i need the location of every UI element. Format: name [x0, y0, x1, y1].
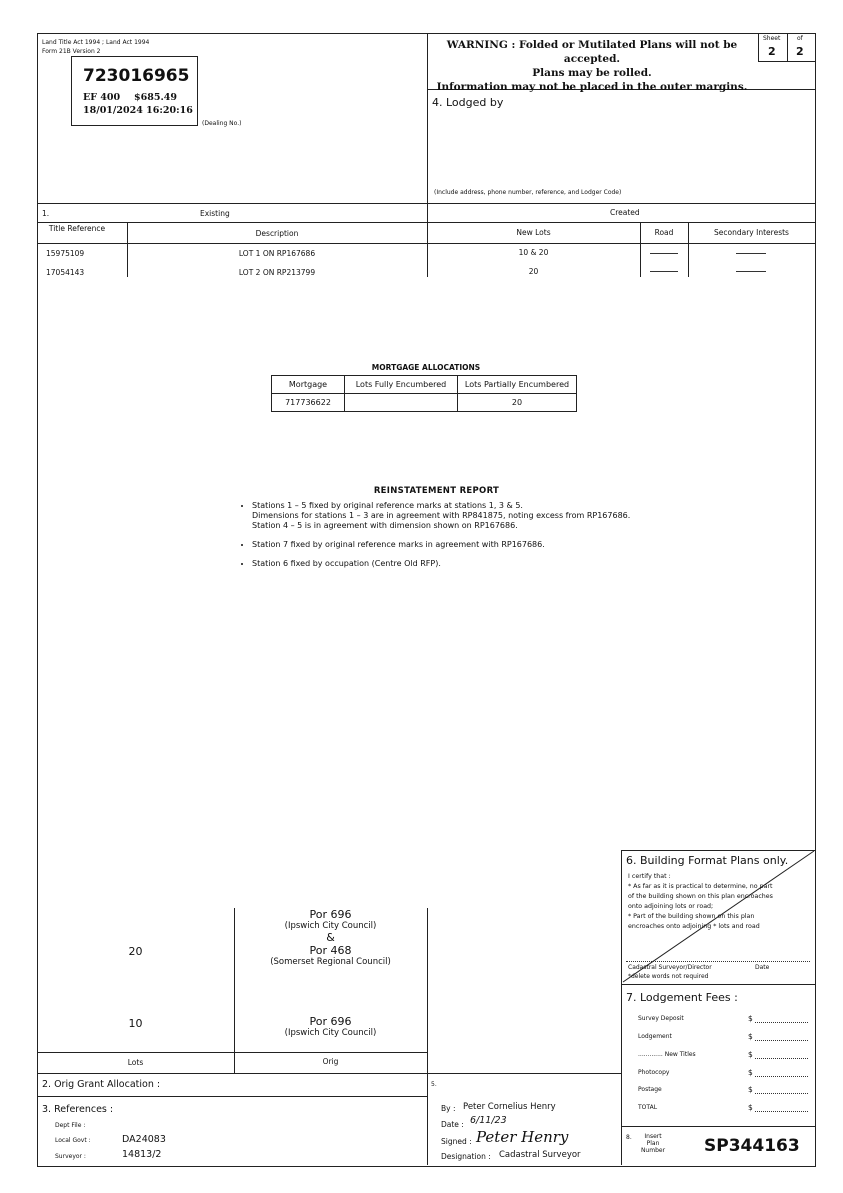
dealing-stamp	[71, 56, 198, 126]
lodged-by-label: 4. Lodged by	[432, 96, 504, 109]
sheet-total: 2	[796, 45, 804, 58]
fee-amount: $685.49	[134, 92, 177, 103]
col-new-lots: New Lots	[516, 228, 551, 237]
orig-portion: Por 696 (Ipswich City Council)	[284, 1015, 377, 1038]
orig-portion: Por 696 (Ipswich City Council) & Por 468 (Somerset Regional Council)	[270, 908, 391, 967]
local-govt-ref: DA24083	[122, 1134, 166, 1145]
reinstatement-list: • Stations 1 – 5 fixed by original reference marks at stations 1, 3 & 5. Dimensions for stations 1 – 3 are in agreement with RP841875, noting excess from RP167686. Station 4 – 5 is in agreement with dimension shown on RP167686. • Station 7 fixed by original reference marks in agreement with RP167686. • Station 6 fixed by occupation (Centre Old RFP).	[238, 501, 758, 578]
created-label: Created	[610, 208, 640, 217]
signature: Peter Henry	[476, 1128, 569, 1146]
reinstatement-title: REINSTATEMENT REPORT	[373, 486, 500, 496]
designation: Cadastral Surveyor	[499, 1150, 581, 1160]
plan-number-label: Insert Plan Number	[640, 1133, 666, 1154]
warning-text: WARNING : Folded or Mutilated Plans will not be accepted. Plans may be rolled. Information may not be placed in the outer margins.	[436, 39, 748, 93]
sheet-number: 2	[768, 45, 776, 58]
survey-date: 6/11/23	[470, 1115, 507, 1126]
fee-code: EF 400	[83, 92, 121, 103]
mortgage-table: Mortgage Lots Fully Encumbered Lots Partially Encumbered 717736622 20	[271, 375, 577, 412]
mortgage-title: MORTGAGE ALLOCATIONS	[371, 363, 481, 372]
act-label: Land Title Act 1994 ; Land Act 1994	[42, 39, 150, 46]
surveyor-ref: 14813/2	[122, 1149, 162, 1160]
dealing-number: 723016965	[83, 66, 190, 86]
mortgage-number: 717736622	[272, 394, 345, 412]
orig-label: Orig	[322, 1057, 339, 1066]
references-heading: 3. References :	[42, 1104, 114, 1115]
lots-label: Lots	[127, 1058, 144, 1067]
existing-label: Existing	[200, 209, 230, 218]
lodged-note: (Include address, phone number, reference, and Lodger Code)	[434, 189, 622, 196]
stamp-datetime: 18/01/2024 16:20:16	[83, 105, 193, 116]
orig-grant-allocation: 2. Orig Grant Allocation :	[42, 1079, 161, 1090]
surveyor-name: Peter Cornelius Henry	[463, 1102, 556, 1112]
lot-number: 20	[128, 945, 143, 958]
dealing-label: (Dealing No.)	[202, 120, 242, 127]
lot-number: 10	[128, 1017, 143, 1030]
col-road: Road	[654, 228, 674, 237]
col-secondary-interests: Secondary Interests	[714, 228, 789, 237]
col-title-reference: Title Reference	[48, 224, 106, 233]
building-format-title: 6. Building Format Plans only.	[626, 854, 789, 867]
lodgement-fees-title: 7. Lodgement Fees :	[626, 991, 738, 1004]
building-certify: I certify that : * As far as it is practical to determine, no part of the building shown on this plan encroaches onto adjoining lots or road; * Part of the building shown on this plan encroaches onto adjoining * lots and road	[628, 873, 773, 930]
sheet-box: Sheet 2 of 2	[758, 33, 815, 62]
col-description: Description	[255, 229, 299, 238]
plan-number: SP344163	[704, 1136, 800, 1156]
form-label: Form 21B Version 2	[42, 48, 101, 55]
